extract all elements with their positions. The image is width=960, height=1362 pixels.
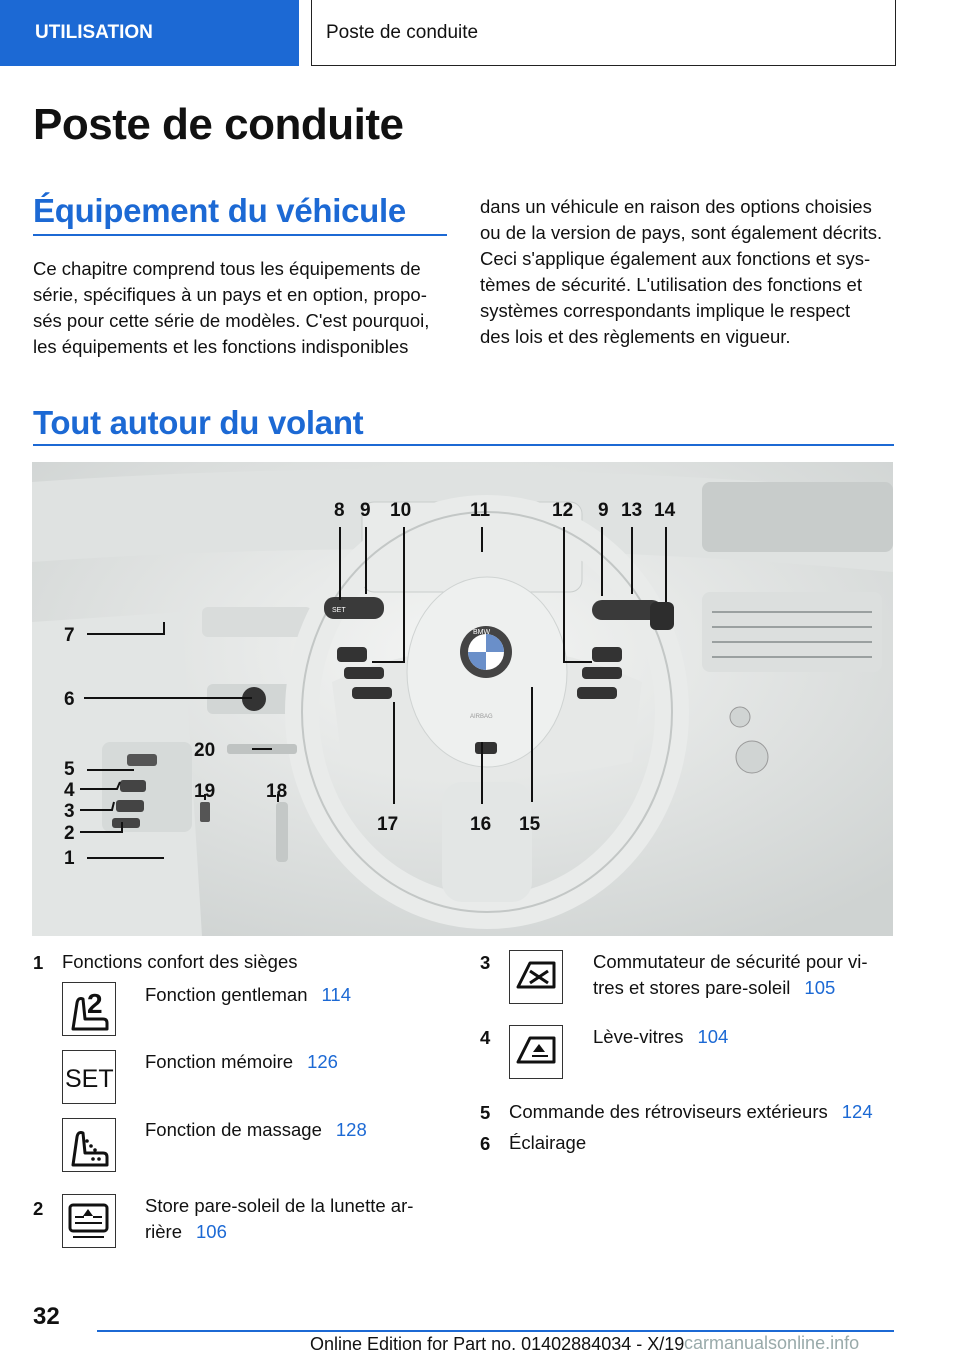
legend-text: Commutateur de sécurité pour vi- tres et stores pare-soleil 105 bbox=[593, 951, 868, 998]
lower-spoke bbox=[442, 782, 532, 902]
seat-memory-2-icon bbox=[62, 982, 116, 1036]
gear-stalk bbox=[650, 602, 674, 630]
callout-6: 6 bbox=[64, 689, 75, 710]
text-line: tèmes de sécurité. L'utilisation des fonctions et bbox=[480, 274, 862, 295]
mirror-switch bbox=[127, 754, 157, 766]
text-line: des lois et des règlements en vigueur. bbox=[480, 326, 791, 347]
horn-button bbox=[475, 742, 497, 754]
callout-13: 13 bbox=[621, 500, 643, 521]
callout-14: 14 bbox=[654, 500, 676, 521]
watermark: carmanualsonline.info bbox=[684, 1333, 860, 1353]
callout-9: 9 bbox=[360, 500, 371, 521]
callout-10: 10 bbox=[390, 500, 412, 521]
footer-edition: Online Edition for Part no. 01402884034 - X/19 bbox=[310, 1334, 685, 1354]
page-reference-link[interactable]: 106 bbox=[196, 1221, 227, 1242]
set-icon bbox=[62, 1050, 116, 1104]
callout-20: 20 bbox=[194, 740, 216, 761]
seat-massage-icon bbox=[62, 1118, 116, 1172]
wheel-button-right bbox=[592, 647, 622, 662]
legend-text: Store pare-soleil de la lunette ar- rière 106 bbox=[145, 1195, 414, 1242]
page-reference-link[interactable]: 124 bbox=[841, 1101, 873, 1122]
text-line: Ceci s'applique également aux fonctions et sys- bbox=[480, 248, 871, 269]
callout-11: 11 bbox=[470, 500, 491, 521]
airbag-label: AIRBAG bbox=[470, 714, 493, 720]
legend-number: 5 bbox=[480, 1102, 491, 1123]
center-vents bbox=[702, 592, 882, 672]
legend-sub-text: Fonction mémoire 126 bbox=[145, 1051, 338, 1072]
svg-text:2: 2 bbox=[87, 988, 103, 1019]
legend-text: Commande des rétroviseurs extérieurs 124 bbox=[509, 1101, 873, 1122]
legend-number: 2 bbox=[33, 1198, 44, 1219]
legend-sub-text: Fonction gentleman 114 bbox=[145, 984, 351, 1005]
window-switch bbox=[112, 818, 140, 828]
legend-number: 1 bbox=[33, 952, 44, 973]
text-line: systèmes correspondants implique le respect bbox=[480, 300, 851, 321]
callout-18: 18 bbox=[266, 781, 288, 802]
center-display bbox=[702, 482, 893, 552]
legend-number: 6 bbox=[480, 1133, 491, 1154]
rear-sunblind-icon bbox=[62, 1194, 116, 1248]
footer-rule bbox=[97, 1330, 894, 1332]
hazard-button bbox=[730, 707, 750, 727]
page-reference-link[interactable]: 104 bbox=[697, 1026, 729, 1047]
legend-text: Éclairage bbox=[509, 1132, 587, 1153]
parking-brake bbox=[276, 802, 288, 862]
header-chapter-label: Poste de conduite bbox=[326, 21, 479, 43]
wheel-button-right bbox=[582, 667, 622, 679]
legend-number: 3 bbox=[480, 952, 491, 973]
wheel-button-left bbox=[344, 667, 384, 679]
fuel-flap bbox=[200, 802, 210, 822]
legend-text: Fonctions confort des sièges bbox=[62, 951, 298, 972]
text-line: Ce chapitre comprend tous les équipements de bbox=[33, 258, 421, 279]
callout-5: 5 bbox=[64, 759, 75, 780]
callout-15: 15 bbox=[519, 814, 541, 835]
page-number: 32 bbox=[33, 1303, 60, 1330]
text-line: les équipements et les fonctions indisponibles bbox=[33, 336, 409, 357]
header-section-label: UTILISATION bbox=[35, 22, 153, 43]
left-vent bbox=[202, 607, 312, 637]
section-rule bbox=[33, 234, 447, 236]
wheel-button-left bbox=[337, 647, 367, 662]
set-label: SET bbox=[332, 607, 346, 614]
section-rule bbox=[33, 444, 894, 446]
legend-number: 4 bbox=[480, 1027, 491, 1048]
cockpit-svg bbox=[32, 462, 893, 936]
page-title: Poste de conduite bbox=[33, 100, 404, 149]
window-switch bbox=[116, 800, 144, 812]
svg-text:SET: SET bbox=[65, 1065, 114, 1093]
callout-7: 7 bbox=[64, 625, 75, 646]
power-window-icon bbox=[509, 1025, 563, 1079]
page-reference-link[interactable]: 105 bbox=[804, 977, 836, 998]
callout-12: 12 bbox=[552, 500, 574, 521]
legend-text: Lève-vitres 104 bbox=[593, 1026, 729, 1047]
page-reference-link[interactable]: 126 bbox=[307, 1051, 338, 1072]
bmw-logo-text: BMW bbox=[473, 629, 491, 636]
text-line: dans un véhicule en raison des options choisies bbox=[480, 196, 872, 217]
page-reference-link[interactable]: 128 bbox=[335, 1119, 367, 1140]
text-line: sés pour cette série de modèles. C'est pourquoi, bbox=[33, 310, 430, 331]
callout-3: 3 bbox=[64, 801, 75, 822]
wheel-button-left bbox=[352, 687, 392, 699]
wheel-button-right bbox=[577, 687, 617, 699]
header-chapter-tab bbox=[311, 0, 896, 66]
callout-2: 2 bbox=[64, 823, 75, 844]
text-line: série, spécifiques à un pays et en option, propo- bbox=[33, 284, 427, 305]
section-title-equipment: Équipement du véhicule bbox=[33, 192, 406, 229]
callout-4: 4 bbox=[64, 780, 75, 801]
paragraph-col1 bbox=[33, 256, 429, 360]
page-reference-link[interactable]: 114 bbox=[321, 984, 351, 1005]
text-line: ou de la version de pays, sont également décrits. bbox=[480, 222, 883, 243]
window-switch bbox=[120, 780, 146, 792]
callout-17: 17 bbox=[377, 814, 399, 835]
climate-knob bbox=[736, 741, 768, 773]
header-section-tab bbox=[0, 0, 299, 66]
paragraph-col2 bbox=[480, 194, 882, 350]
callout-16: 16 bbox=[470, 814, 492, 835]
callout-8: 8 bbox=[334, 500, 345, 521]
window-lock-icon bbox=[509, 950, 563, 1004]
callout-1: 1 bbox=[64, 848, 75, 869]
callout-19: 19 bbox=[194, 781, 216, 802]
section-title-steering: Tout autour du volant bbox=[33, 404, 364, 441]
callout-9: 9 bbox=[598, 500, 609, 521]
cockpit-illustration bbox=[32, 462, 893, 936]
legend-sub-text: Fonction de massage 128 bbox=[145, 1119, 367, 1140]
